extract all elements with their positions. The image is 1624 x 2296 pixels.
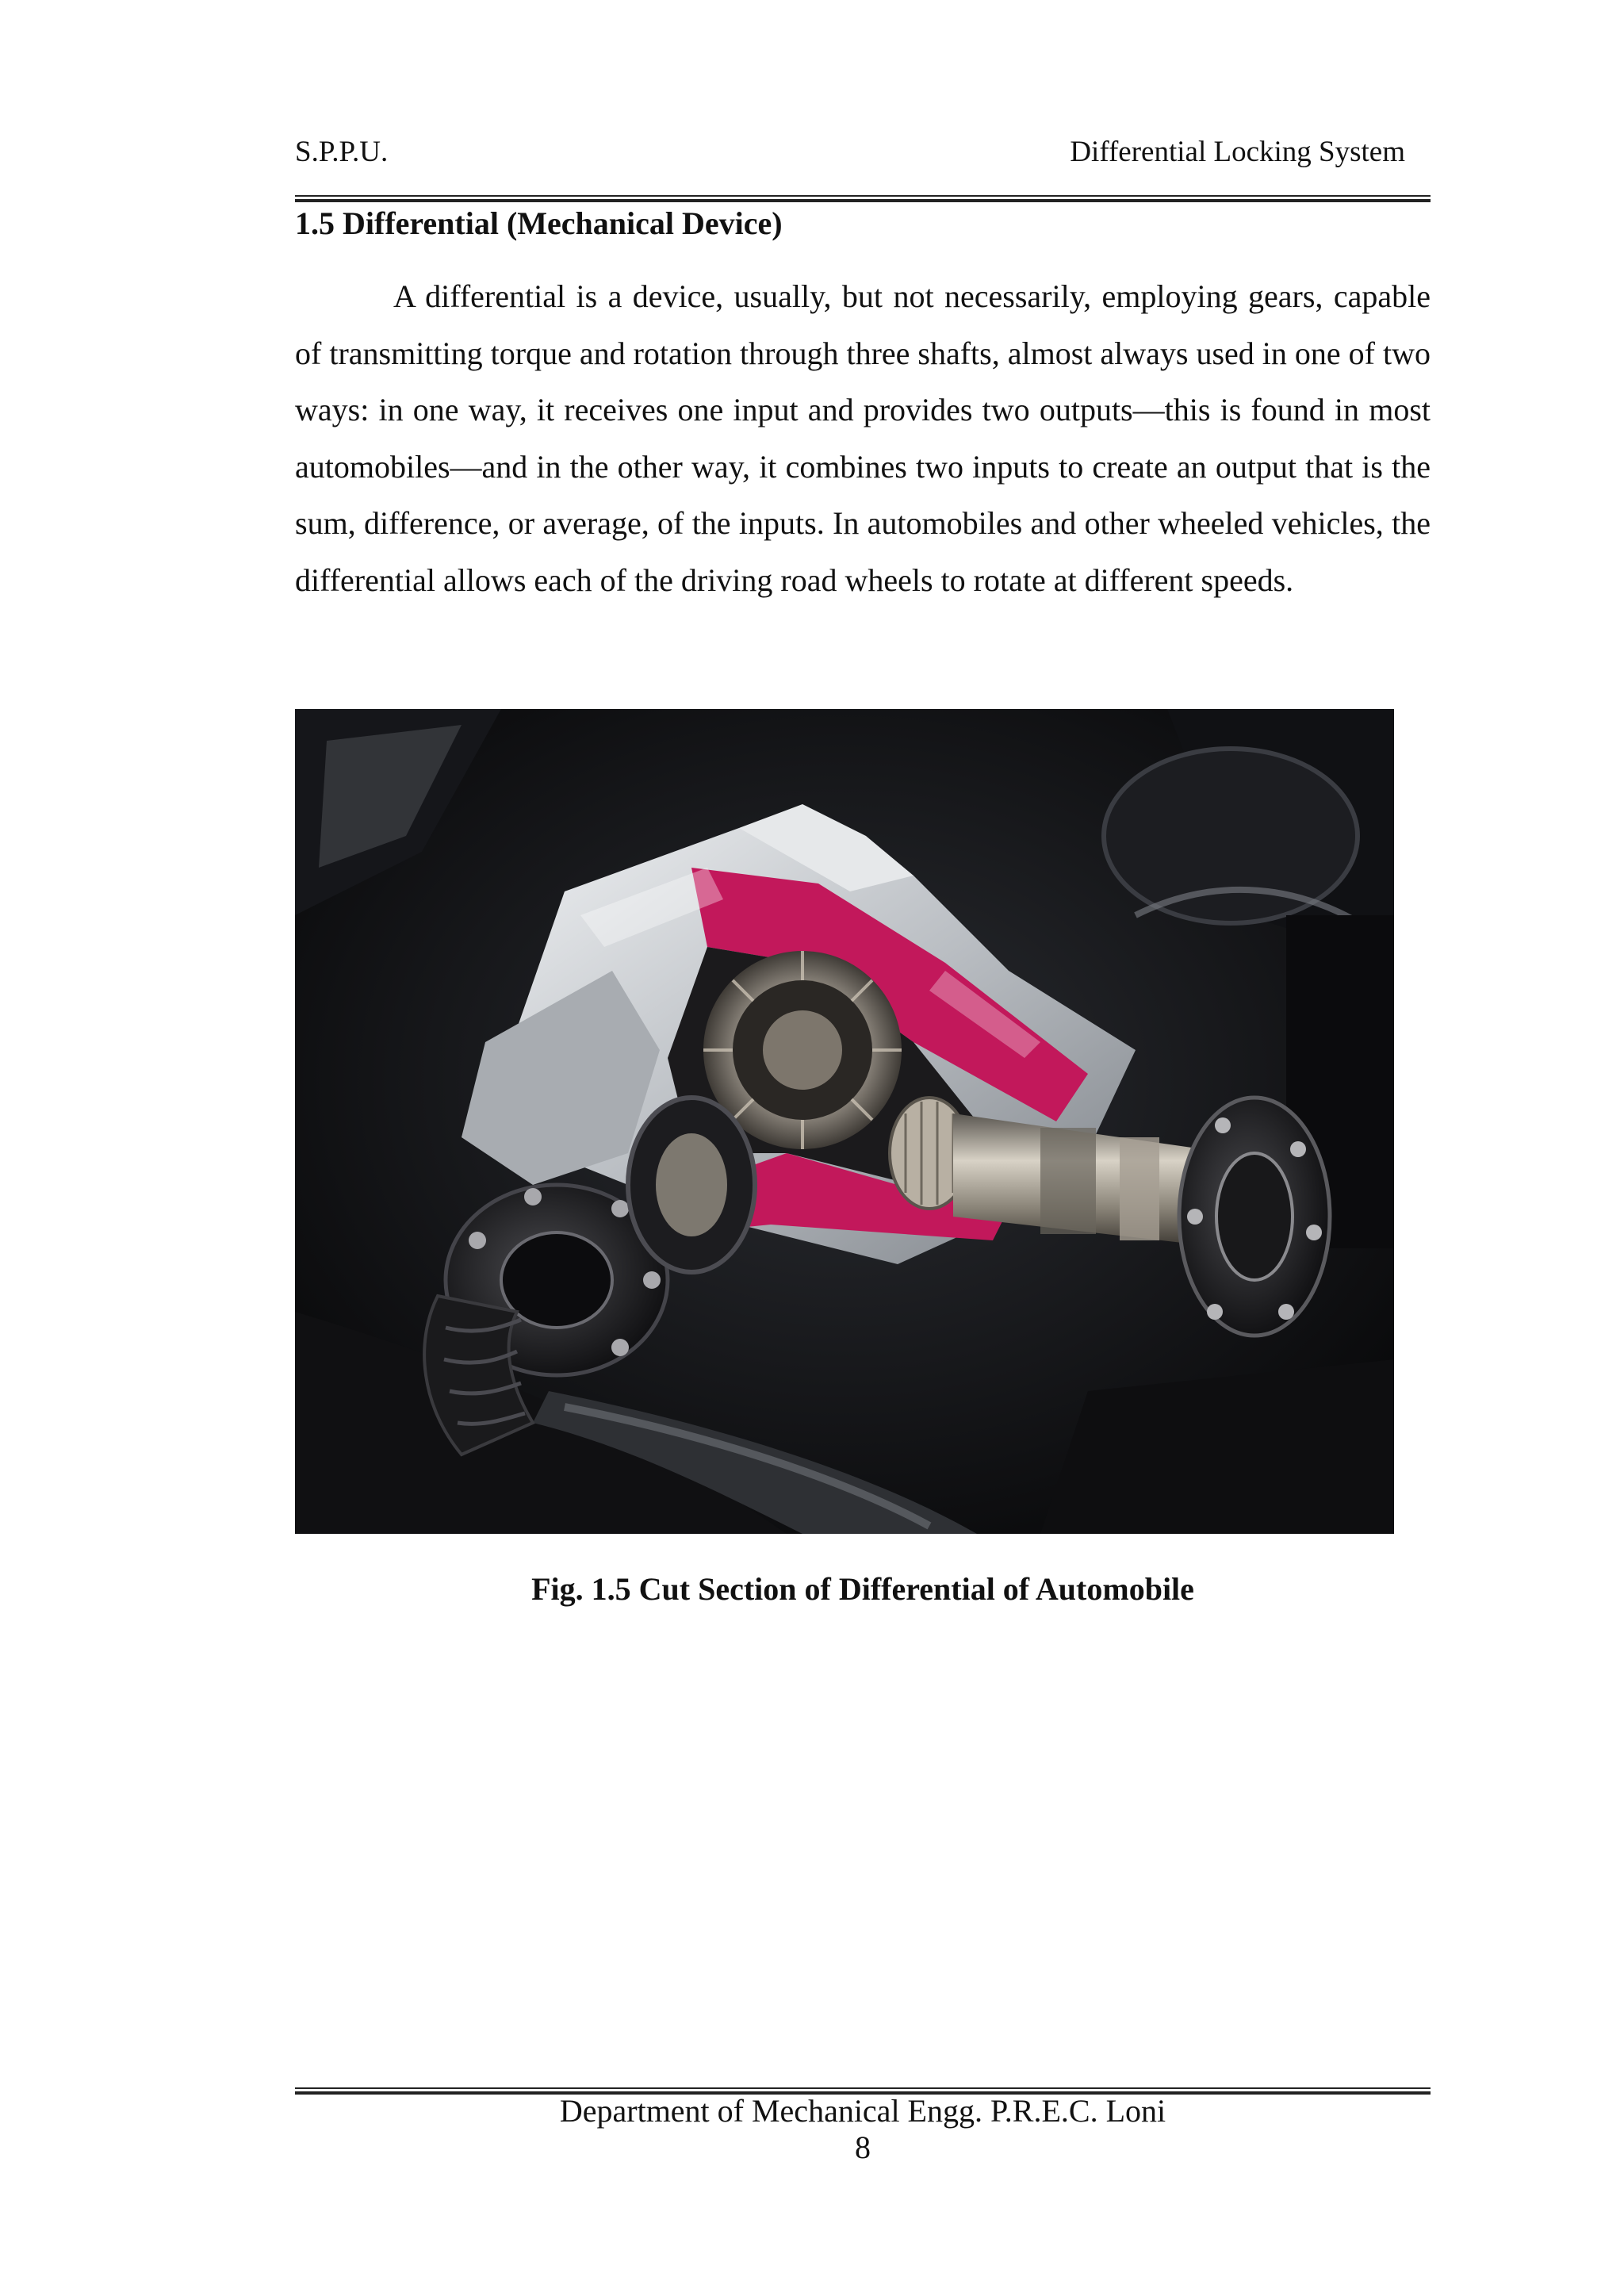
differential-photo <box>295 709 1394 1534</box>
figure-caption: Fig. 1.5 Cut Section of Differential of Automobile <box>531 1571 1194 1607</box>
header-rule <box>295 195 1431 202</box>
section-heading: 1.5 Differential (Mechanical Device) <box>295 205 783 241</box>
running-header <box>295 135 1421 174</box>
page-number: 8 <box>855 2129 871 2165</box>
differential-illustration <box>295 709 1394 1534</box>
body-paragraph: A differential is a device, usually, but not necessarily, employing gears, capable of transmitting torque and rotation through three shafts, almost always used in one of two ways: in one way, it receives one input and provides two outputs—this is found in most automobiles—and in the other way, it combines two inputs to create an output that is the sum, difference, or average, of the inputs. In automobiles and other wheeled vehicles, the differential allows each of the driving road wheels to rotate at different speeds. <box>295 278 1431 598</box>
header-title: Differential Locking System <box>1070 136 1405 168</box>
footer-department: Department of Mechanical Engg. P.R.E.C. Loni <box>559 2093 1166 2129</box>
header-university: S.P.P.U. <box>295 136 389 168</box>
